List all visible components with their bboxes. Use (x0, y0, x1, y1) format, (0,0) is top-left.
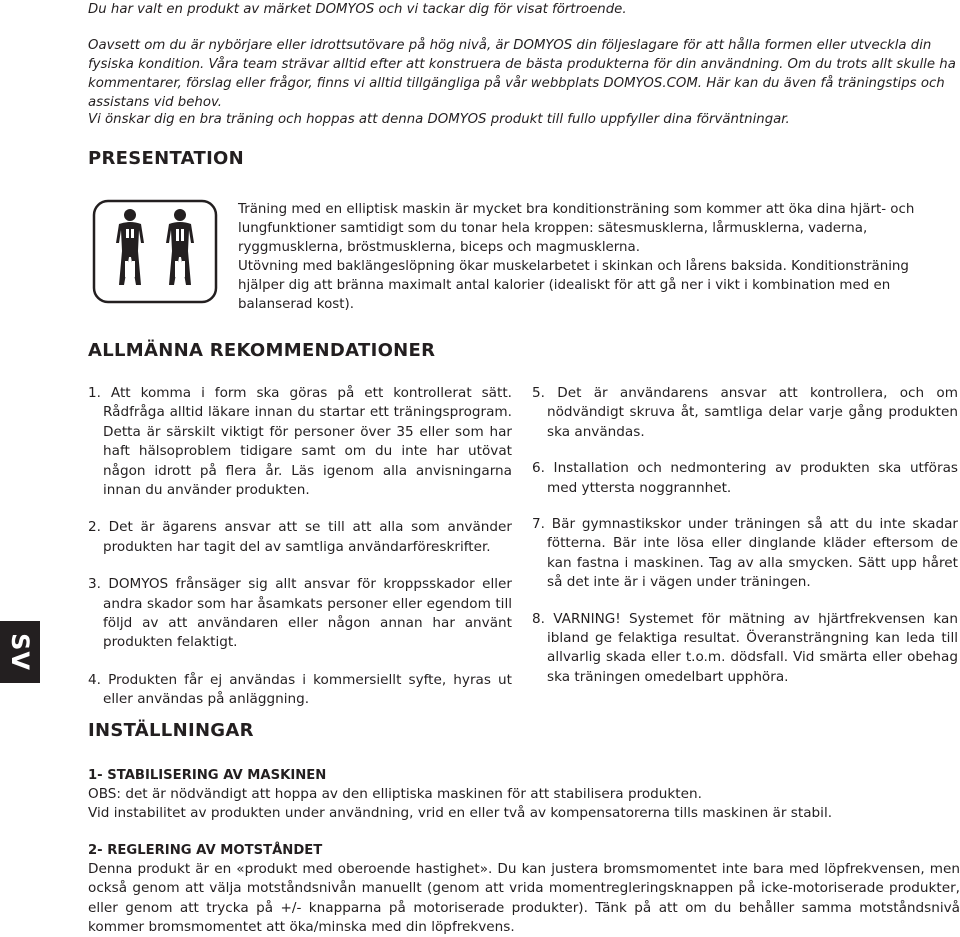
recommendations-heading: ALLMÄNNA REKOMMENDATIONER (88, 340, 436, 361)
resistance-text: Denna produkt är en «produkt med oberoende hastighet». Du kan justera bromsmomentet inte bara med löpfrekvensen, men också genom att välja motståndsnivån manuellt (genom att vrida momentregleringsknappen på icke-motoriserade produkter, eller genom att trycka på +/- knapparna på motoriserade produkter). Tänk på att om du behåller samma motståndsnivå kommer bromsmomentet att öka/minska med din löpfrekvens. (88, 861, 960, 935)
resistance-title: 2- REGLERING AV MOTSTÅNDET (88, 843, 323, 858)
intro-greeting: Du har valt en produkt av märket DOMYOS och vi tackar dig för visat förtroende. (88, 2, 627, 17)
recommendation-item: 4. Produkten får ej användas i kommersiellt syfte, hyras ut eller användas på anläggning. (88, 671, 512, 708)
stabilization-title: 1- STABILISERING AV MASKINEN (88, 768, 327, 783)
intro-paragraph: Oavsett om du är nybörjare eller idrottsutövare på hög nivå, är DOMYOS din följeslagare för att hålla formen eller utveckla din fysiska kondition. Våra team strävar alltid efter att konstruera de bästa produkterna för din användning. Om du trots allt skulle ha kommentarer, förslag eller frågor, finns vi alltid tillgängliga på vår webbplats DOMYOS.COM. Här kan du även få träningstips och assistans vid behov. (88, 38, 956, 110)
stabilization-section (88, 766, 960, 824)
recommendation-item: 3. DOMYOS frånsäger sig allt ansvar för kroppsskador eller andra skador som har åsamkats personer eller egendom till följd av att användaren eller någon annan har använt produkten felaktigt. (88, 576, 512, 651)
presentation-paragraph: Utövning med baklängeslöpning ökar muskelarbetet i skinkan och lårens baksida. Konditionsträning hjälper dig att bränna maximalt antal kalorier (idealiskt för att gå ner i vikt i kombination med en balanserad kost). (238, 259, 909, 312)
recommendation-item: 2. Det är ägarens ansvar att se till att alla som använder produkten har tagit del av samtliga användarföreskrifter. (88, 519, 512, 555)
presentation-paragraph: Träning med en elliptisk maskin är mycket bra konditionsträning som kommer att öka dina hjärt- och lungfunktioner samtidigt som du tonar hela kroppen: sätesmusklerna, lårmusklerna, vaderna, ryggmusklerna, bröstmusklerna, biceps och magmusklerna. (238, 202, 915, 255)
stabilization-note: OBS: det är nödvändigt att hoppa av den elliptiska maskinen för att stabilisera produkten. (88, 786, 702, 803)
presentation-text (238, 200, 950, 314)
intro-closing: Vi önskar dig en bra träning och hoppas att denna DOMYOS produkt till fullo uppfyller dina förväntningar. (88, 112, 790, 127)
stabilization-instruction: Vid instabilitet av produkten under användning, vrid en eller två av kompensatorerna tills maskinen är stabil. (88, 805, 833, 822)
recommendations-left-column (88, 384, 512, 728)
recommendation-item: 5. Det är användarens ansvar att kontrollera, och om nödvändigt skruva åt, samtliga delar varje gång produkten ska användas. (532, 385, 958, 440)
recommendation-item: 1. Att komma i form ska göras på ett kontrollerat sätt. Rådfråga alltid läkare innan du startar ett träningsprogram. Detta är särskilt viktigt för personer över 35 eller som har haft hälsoproblem tidigare samt om du inte har utövat någon idrott på flera år. Läs igenom alla anvisningarna innan du använder produkten. (88, 385, 512, 499)
muscle-figure-icon (92, 199, 218, 304)
resistance-section (88, 841, 960, 937)
language-code: SV (5, 633, 34, 671)
presentation-heading: PRESENTATION (88, 148, 245, 169)
recommendation-item: 7. Bär gymnastikskor under träningen så att du inte skadar fötterna. Bär inte lösa eller dinglande kläder eftersom de kan fastna i maskinen. Tag av alla smycken. Sätt upp håret så det inte är i vägen under träningen. (532, 516, 958, 591)
recommendations-right-column (532, 384, 958, 704)
recommendation-item: 6. Installation och nedmontering av produkten ska utföras med yttersta noggrannhet. (532, 460, 958, 496)
language-tab (0, 621, 40, 683)
recommendation-item: 8. VARNING! Systemet för mätning av hjärtfrekvensen kan ibland ge felaktiga resultat. Överansträngning kan leda till allvarlig skada eller t.o.m. dödsfall. Vid smärta eller obehag ska träningen omedelbart upphöra. (532, 610, 958, 685)
settings-heading: INSTÄLLNINGAR (88, 720, 254, 741)
